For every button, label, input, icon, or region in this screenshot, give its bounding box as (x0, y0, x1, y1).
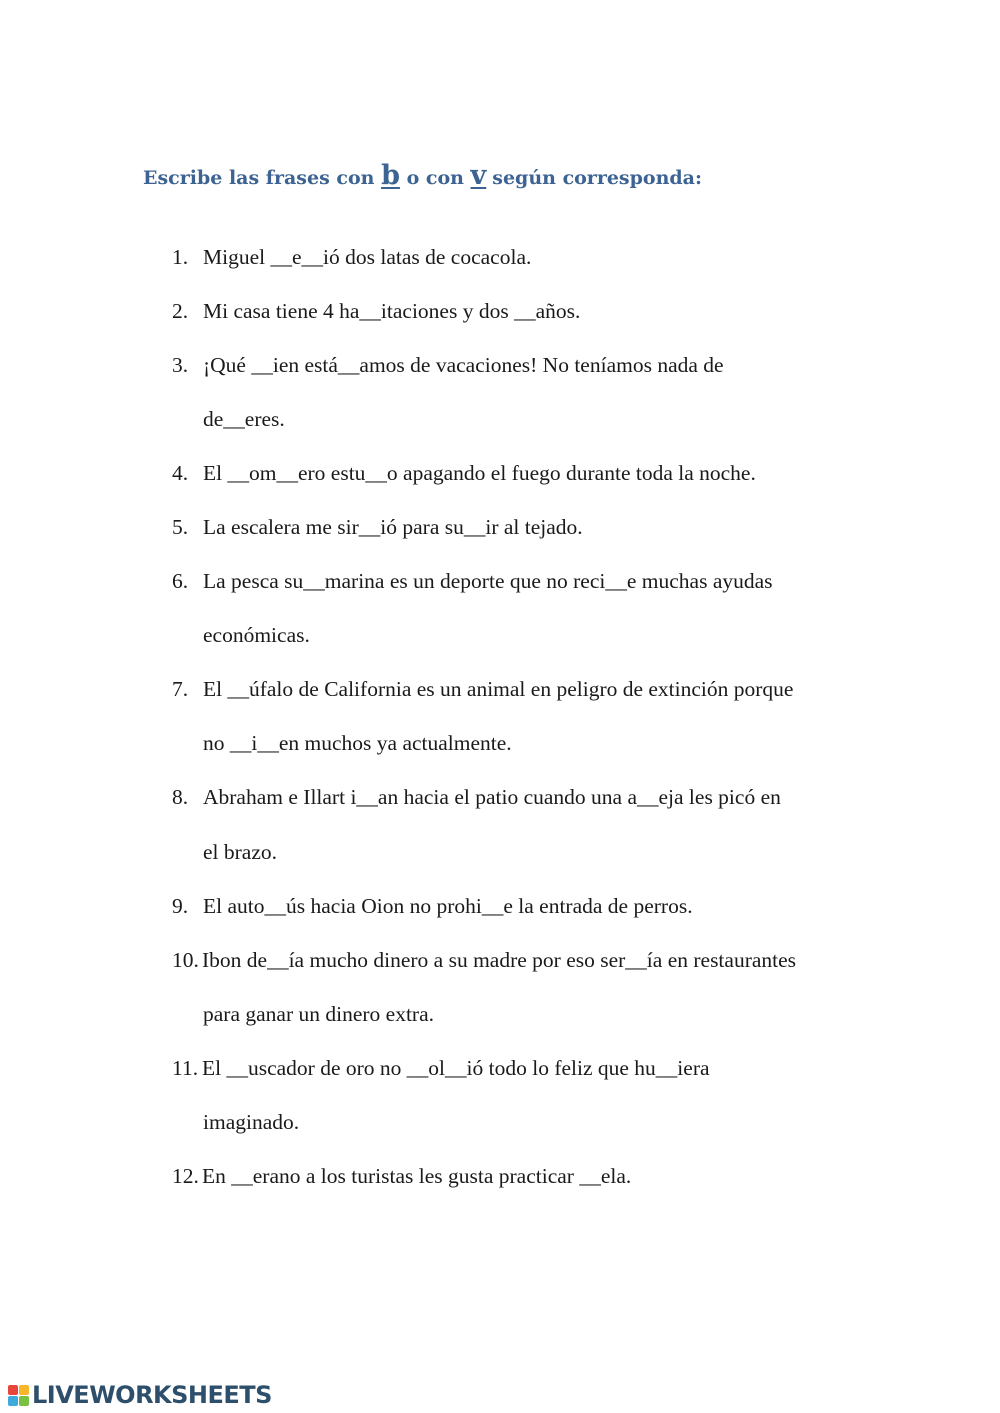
item-text: El __úfalo de California es un animal en peligro de extinción porque (203, 677, 794, 701)
logo-square-1 (8, 1385, 18, 1395)
item-text: La escalera me sir__ió para su__ir al tejado. (203, 515, 583, 539)
item-number: 10. (172, 948, 199, 972)
item-number: 9. (172, 894, 189, 918)
logo-square-4 (19, 1396, 29, 1406)
title-text-1: Escribe las frases con (143, 167, 382, 189)
item-number: 4. (172, 461, 189, 485)
item-number: 12. (172, 1164, 199, 1188)
item-number: 1. (172, 245, 189, 269)
item-number: 8. (172, 785, 189, 809)
item-text: ¡Qué __ien está__amos de vacaciones! No teníamos nada de (203, 353, 724, 377)
item-text: Abraham e Illart i__an hacia el patio cuando una a__eja les picó en (203, 785, 781, 809)
item-text: Miguel __e__ió dos latas de cocacola. (203, 245, 532, 269)
item-text: El auto__ús hacia Oion no prohi__e la entrada de perros. (203, 894, 693, 918)
page-title (143, 160, 702, 191)
title-letter-b: b (381, 160, 400, 191)
item-text: El __uscador de oro no __ol__ió todo lo feliz que hu__iera (202, 1056, 710, 1080)
item-text: de__eres. (203, 407, 285, 431)
title-letter-v: v (470, 160, 487, 191)
item-text: El __om__ero estu__o apagando el fuego durante toda la noche. (203, 461, 756, 485)
logo-square-2 (19, 1385, 29, 1395)
logo-text: LIVEWORKSHEETS (32, 1381, 272, 1409)
item-text: para ganar un dinero extra. (203, 1002, 435, 1026)
item-number: 7. (172, 677, 189, 701)
item-number: 3. (172, 353, 189, 377)
item-number: 5. (172, 515, 189, 539)
item-text: el brazo. (203, 840, 278, 864)
item-text: imaginado. (203, 1110, 300, 1134)
title-text-3: según corresponda: (492, 167, 702, 189)
item-text: no __i__en muchos ya actualmente. (203, 731, 512, 755)
item-number: 2. (172, 299, 189, 323)
logo-square-3 (8, 1396, 18, 1406)
liveworksheets-logo-icon (8, 1385, 29, 1406)
item-text: Mi casa tiene 4 ha__itaciones y dos __años. (203, 299, 581, 323)
item-text: En __erano a los turistas les gusta practicar __ela. (202, 1164, 632, 1188)
item-text: Ibon de__ía mucho dinero a su madre por eso ser__ía en restaurantes (202, 948, 797, 972)
item-number: 6. (172, 569, 189, 593)
item-text: económicas. (203, 623, 310, 647)
item-text: La pesca su__marina es un deporte que no reci__e muchas ayudas (203, 569, 773, 593)
title-text-2: o con (399, 167, 471, 189)
item-number: 11. (172, 1056, 199, 1080)
liveworksheets-logo (8, 1381, 272, 1409)
